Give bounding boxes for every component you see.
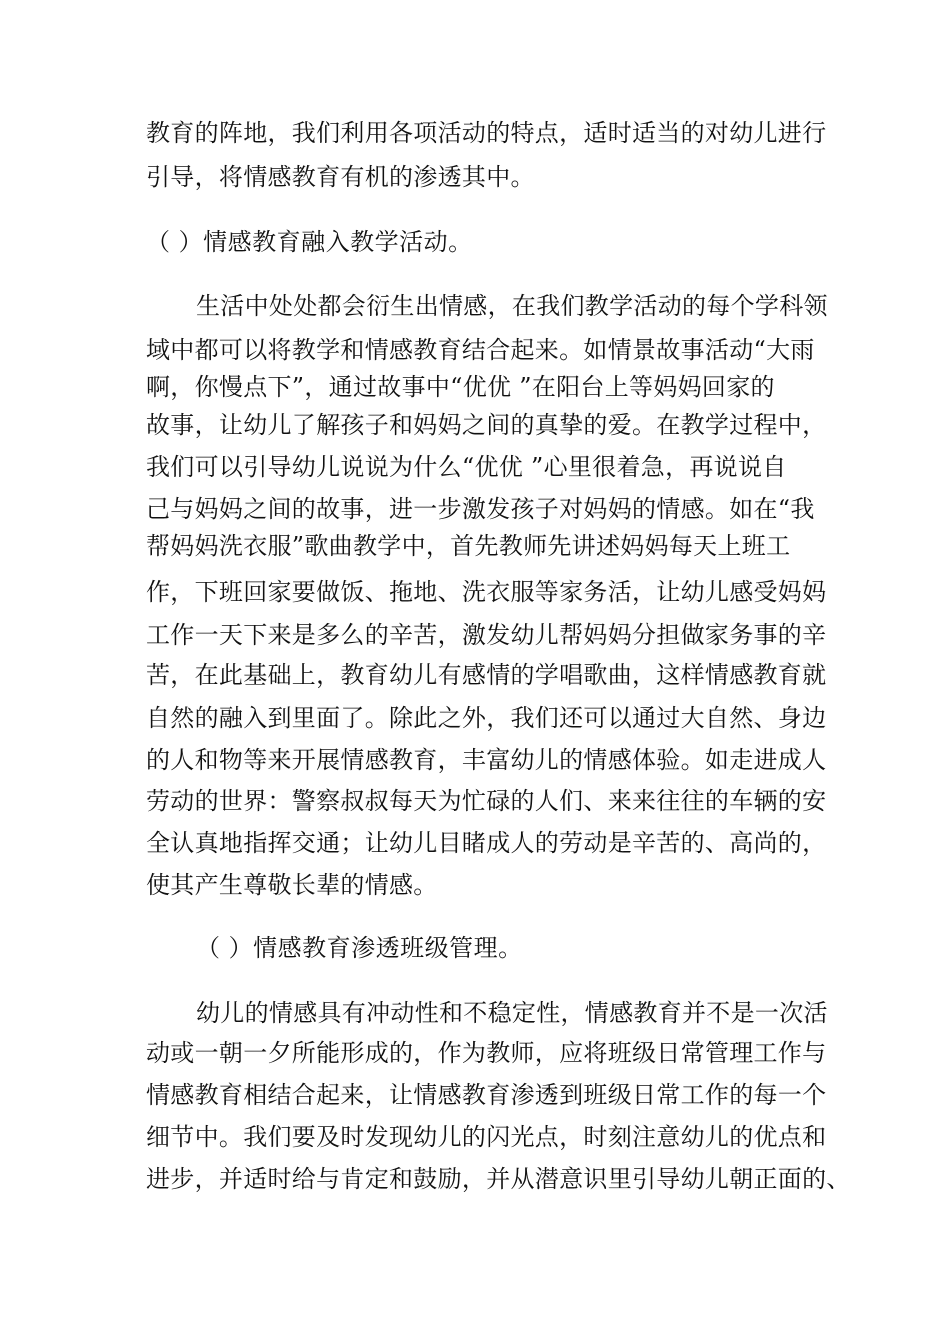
paragraph-line: 动或一朝一夕所能形成的，作为教师，应将班级日常管理工作与 <box>146 1039 827 1067</box>
section-heading-2: （ ）情感教育渗透班级管理。 <box>196 934 523 962</box>
paragraph-line: 使其产生尊敬长辈的情感。 <box>146 871 438 899</box>
paragraph-line: 作，下班回家要做饭、拖地、洗衣服等家务活，让幼儿感受妈妈 <box>146 578 827 606</box>
paragraph-line: 幼儿的情感具有冲动性和不稳定性，情感教育并不是一次活 <box>196 999 828 1027</box>
paragraph-line: 自然的融入到里面了。除此之外，我们还可以通过大自然、身边 <box>146 704 827 732</box>
paragraph-line: 己与妈妈之间的故事，进一步激发孩子对妈妈的情感。如在“我 <box>146 495 815 523</box>
paragraph-line: 细节中。我们要及时发现幼儿的闪光点，时刻注意幼儿的优点和 <box>146 1123 827 1151</box>
paragraph-line: 我们可以引导幼儿说说为什么“优优 ”心里很着急，再说说自 <box>146 453 787 481</box>
paragraph-line: 生活中处处都会衍生出情感，在我们教学活动的每个学科领 <box>196 292 828 320</box>
paragraph-line: 情感教育相结合起来，让情感教育渗透到班级日常工作的每一个 <box>146 1081 827 1109</box>
paragraph-line: 工作一天下来是多么的辛苦，激发幼儿帮妈妈分担做家务事的辛 <box>146 621 827 649</box>
paragraph-line: 故事，让幼儿了解孩子和妈妈之间的真挚的爱。在教学过程中， <box>146 411 827 439</box>
paragraph-line: 域中都可以将教学和情感教育结合起来。如情景故事活动“大雨 <box>146 336 815 364</box>
paragraph-line: 帮妈妈洗衣服”歌曲教学中，首先教师先讲述妈妈每天上班工 <box>146 532 791 560</box>
paragraph-line: 的人和物等来开展情感教育，丰富幼儿的情感体验。如走进成人 <box>146 746 827 774</box>
paragraph-line: 全认真地指挥交通；让幼儿目睹成人的劳动是辛苦的、高尚的， <box>146 829 827 857</box>
paragraph-line: 引导，将情感教育有机的渗透其中。 <box>146 163 535 191</box>
paragraph-line: 教育的阵地，我们利用各项活动的特点，适时适当的对幼儿进行 <box>146 119 827 147</box>
paragraph-line: 进步，并适时给与肯定和鼓励，并从潜意识里引导幼儿朝正面的、 <box>146 1165 851 1193</box>
section-heading-1: （ ）情感教育融入教学活动。 <box>146 228 473 256</box>
paragraph-line: 苦，在此基础上，教育幼儿有感情的学唱歌曲，这样情感教育就 <box>146 661 827 689</box>
paragraph-line: 劳动的世界：警察叔叔每天为忙碌的人们、来来往往的车辆的安 <box>146 787 827 815</box>
paragraph-line: 啊，你慢点下”，通过故事中“优优 ”在阳台上等妈妈回家的 <box>146 373 775 401</box>
